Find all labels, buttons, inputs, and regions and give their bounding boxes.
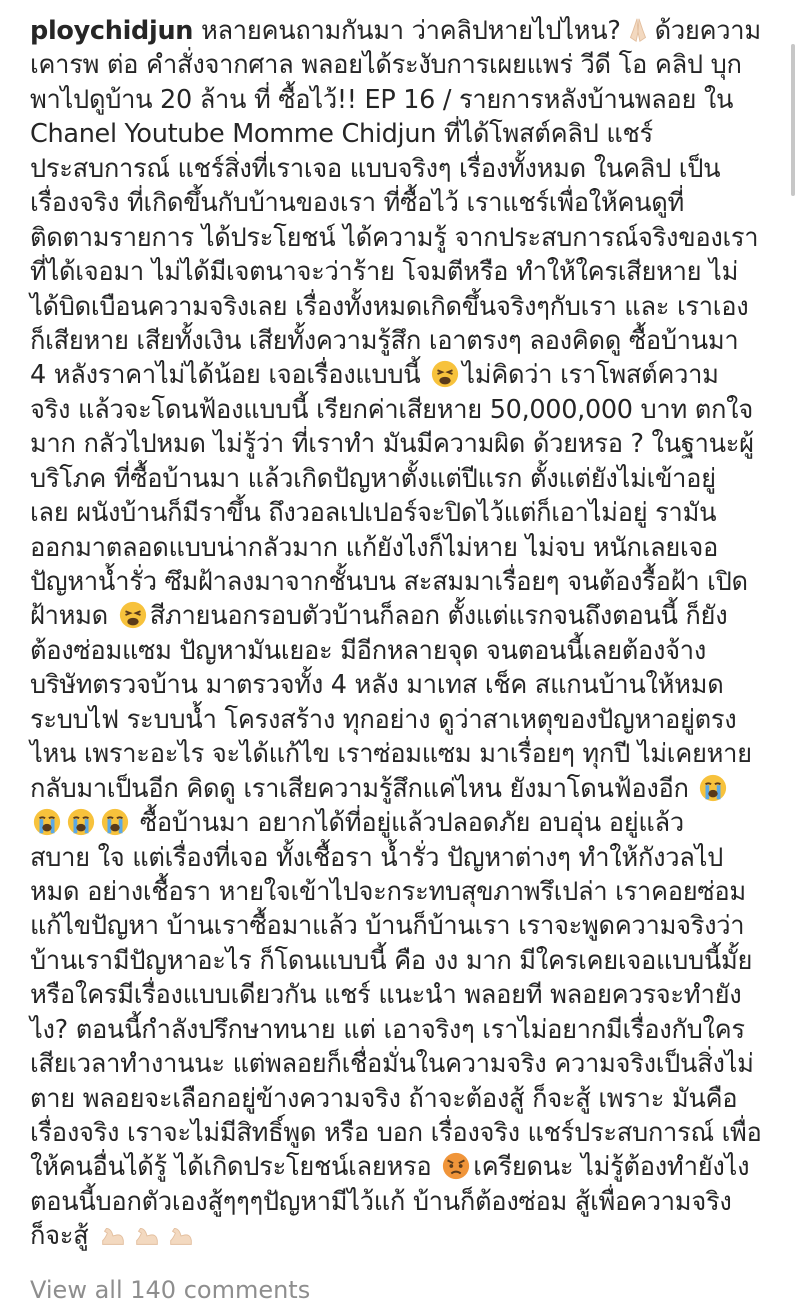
caption-line: ตอนนี้บอกตัวเองสู้ๆๆๆปัญหามีไว้แก้ บ้านก็ต้องซ่อม สู้เพื่อความจริง: [30, 1186, 732, 1217]
caption-line: ออกมาตลอดแบบน่ากลัวมาก แก้ยังไงก็ไม่หาย ไม่จบ หนักเลยเจอ: [30, 532, 719, 563]
loudly-crying-face-emoji: [32, 807, 62, 837]
caption-text: ให้คนอื่นได้รู้ ได้เกิดประโยชน์เลยหรอ: [30, 1152, 432, 1183]
caption-text: เครียดนะ ไม่รู้ต้องทำยังไง: [473, 1152, 750, 1183]
weary-face-emoji: [430, 359, 460, 389]
caption-line: เรื่องจริง ที่เกิดขึ้นกับบ้านของเรา ที่ซื้อไว้ เราแชร์เพื่อให้คนดูที่: [30, 188, 685, 219]
view-all-comments-link[interactable]: View all 140 comments: [30, 1276, 311, 1304]
caption-line: [30, 1219, 782, 1253]
caption-text: สีภายนอกรอบตัวบ้านก็ลอก ตั้งแต่แรกจนถึงตอนนี้ ก็ยัง: [149, 601, 728, 632]
caption-line: [30, 772, 782, 806]
scrollbar[interactable]: [786, 0, 800, 1311]
caption-line: [30, 806, 782, 840]
caption-line: ระบบไฟ ระบบน้ำ โครงสร้าง ทุกอย่าง ดูว่าสาเหตุของปัญหาอยู่ตรง: [30, 704, 737, 735]
caption-text: ฝ้าหมด: [30, 601, 108, 632]
flexed-biceps-emoji: [132, 1220, 162, 1250]
caption-line: เรื่องจริง เราจะไม่มีสิทธิ์พูด หรือ บอก เรื่องจริง แชร์ประสบการณ์ เพื่อ: [30, 1118, 762, 1148]
loudly-crying-face-emoji: [100, 807, 130, 837]
caption-text: ด้วยความ: [654, 16, 761, 46]
caption-line: ได้บิดเบือนความจริงเลย เรื่องทั้งหมดเกิดขึ้นจริงๆกับเรา และ เราเอง: [30, 291, 749, 322]
caption-line: ปัญหาน้ำรั่ว ซึมฝ้าลงมาจากชั้นบน สะสมมาเรื่อยๆ จนต้องรื้อฝ้า เปิด: [30, 567, 748, 597]
caption-line: เสียเวลาทำงานนะ แต่พลอยก็เชื่อมั่นในความจริง ความจริงเป็นสิ่งไม่: [30, 1049, 754, 1080]
caption-line: บริโภค ที่ซื้อบ้านมา แล้วเกิดปัญหาตั้งแต่ปีแรก ตั้งแต่ยังไม่เข้าอยู่: [30, 463, 716, 494]
caption-line: [30, 599, 782, 633]
caption-line: พาไปดูบ้าน 20 ล้าน ที่ ซื้อไว้!! EP 16 / รายการหลังบ้านพลอย ใน: [30, 84, 734, 115]
username-link[interactable]: ploychidjun: [30, 16, 194, 46]
caption-line: ก็เสียหาย เสียทั้งเงิน เสียทั้งความรู้สึก เอาตรงๆ ลองคิดดู ซื้อบ้านมา: [30, 325, 739, 356]
caption-line: สบาย ใจ แต่เรื่องที่เจอ ทั้งเชื้อรา น้ำรั่ว ปัญหาต่างๆ ทำให้กังวลไป: [30, 842, 723, 873]
caption-line: ต้องซ่อมแซม ปัญหามันเยอะ มีอีกหลายจุด จนตอนนี้เลยต้องจ้าง: [30, 635, 706, 666]
caption-line: บริษัทตรวจบ้าน มาตรวจทั้ง 4 หลัง มาเทส เช็ค สแกนบ้านให้หมด: [30, 670, 724, 701]
caption-line: [30, 1150, 782, 1184]
caption-line: จริง แล้วจะโดนฟ้องแบบนี้ เรียกค่าเสียหาย 50,000,000 บาท ตกใจ: [30, 394, 753, 425]
caption-line: เลย ผนังบ้านก็มีราขึ้น ถึงวอลเปเปอร์จะปิดไว้แต่ก็เอาไม่อยู่ รามัน: [30, 498, 717, 529]
caption-line: ตาย พลอยจะเลือกอยู่ข้างความจริง ถ้าจะต้องสู้ ก็จะสู้ เพราะ มันคือ: [30, 1083, 738, 1114]
flexed-biceps-emoji: [166, 1220, 196, 1250]
caption-text: หลายคนถามกันมา ว่าคลิปหายไปไหน?: [193, 16, 621, 46]
caption-line: ติดตามรายการ ได้ประโยชน์ ได้ความรู้ จากประสบการณ์จริงของเรา: [30, 222, 759, 253]
caption-line: [30, 358, 782, 392]
folded-hands-emoji: [623, 15, 653, 45]
caption-line: มาก กลัวไปหมด ไม่รู้ว่า ที่เราทำ มันมีความผิด ด้วยหรอ ? ในฐานะผู้: [30, 429, 754, 460]
scrollbar-thumb[interactable]: [791, 44, 795, 196]
caption-text: กลับมาเป็นอีก คิดดู เราเสียความรู้สึกแค่ไหน ยังมาโดนฟ้องอีก: [30, 773, 689, 804]
caption-line: ประสบการณ์ แชร์สิ่งที่เราเจอ แบบจริงๆ เรื่องทั้งหมด ในคลิป เป็น: [30, 153, 721, 184]
caption-text: ซื้อบ้านมา อยากได้ที่อยู่แล้วปลอดภัย อบอุ่น อยู่แล้ว: [139, 808, 684, 839]
caption-line: เคารพ ต่อ คำสั่งจากศาล พลอยได้ระงับการเผยแพร่ วีดี โอ คลิป บุก: [30, 50, 742, 81]
caption-line: หมด อย่างเชื้อรา หายใจเข้าไปจะกระทบสุขภาพรึเปล่า เราคอยซ่อม: [30, 876, 746, 907]
post-caption: [30, 14, 782, 1254]
caption-text: ไม่คิดว่า เราโพสต์ความ: [462, 360, 719, 391]
caption-line: ไหน เพราะอะไร จะได้แก้ไข เราซ่อมแซม มาเรื่อยๆ ทุกปี ไม่เคยหาย: [30, 739, 752, 770]
caption-line: ไง? ตอนนี้กำลังปรึกษาทนาย แต่ เอาจริงๆ เราไม่อยากมีเรื่องกับใคร: [30, 1014, 745, 1045]
weary-face-emoji: [118, 600, 148, 630]
caption-text: 4 หลังราคาไม่ได้น้อย เจอเรื่องแบบนี้: [30, 360, 421, 391]
angry-face-emoji: [441, 1151, 471, 1181]
flexed-biceps-emoji: [98, 1220, 128, 1250]
caption-line: [30, 14, 782, 48]
caption-text: ก็จะสู้: [30, 1221, 89, 1252]
caption-line: แก้ไขปัญหา บ้านเราซื้อมาแล้ว บ้านก็บ้านเรา เราจะพูดความจริงว่า: [30, 911, 745, 942]
caption-line: Chanel Youtube Momme Chidjun ที่ได้โพสต์คลิป แชร์: [30, 119, 653, 150]
loudly-crying-face-emoji: [66, 807, 96, 837]
caption-line: หรือใครมีเรื่องแบบเดียวกัน แชร์ แนะนำ พลอยที พลอยควรจะทำยัง: [30, 980, 742, 1011]
caption-line: บ้านเรามีปัญหาอะไร ก็โดนแบบนี้ คือ งง มาก มีใครเคยเจอแบบนี้มั้ย: [30, 945, 753, 976]
loudly-crying-face-emoji: [698, 773, 728, 803]
caption-line: ที่ได้เจอมา ไม่ได้มีเจตนาจะว่าร้าย โจมตีหรือ ทำให้ใครเสียหาย ไม่: [30, 257, 739, 288]
